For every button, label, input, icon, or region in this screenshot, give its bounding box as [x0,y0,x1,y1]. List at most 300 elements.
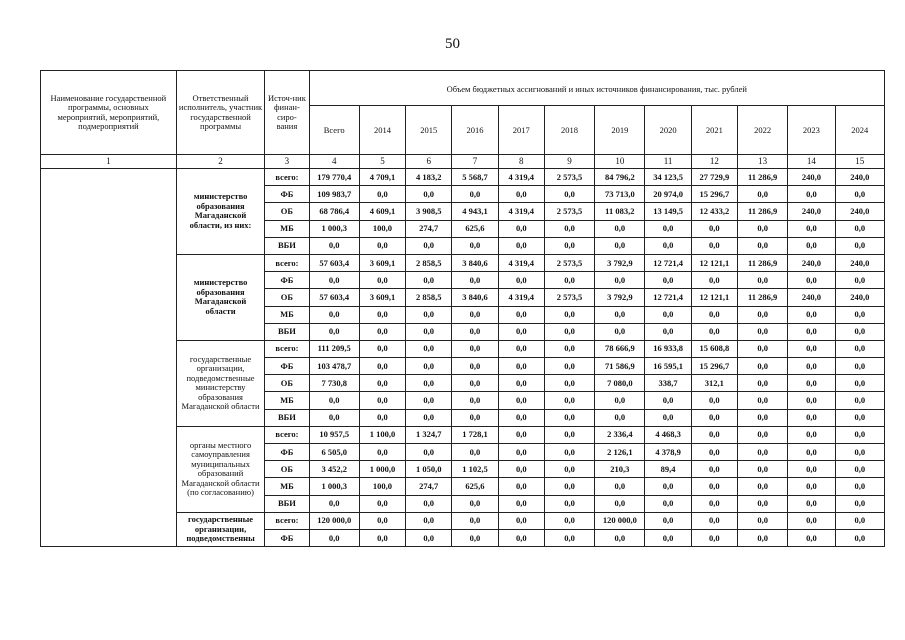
value-cell: 0,0 [835,426,884,443]
value-cell: 0,0 [737,495,787,512]
value-cell: 0,0 [309,306,359,323]
value-cell: 0,0 [737,220,787,237]
value-cell: 0,0 [309,409,359,426]
value-cell: 0,0 [406,444,452,461]
value-cell: 0,0 [359,340,405,357]
value-cell: 0,0 [498,444,544,461]
header-total: Всего [309,106,359,155]
value-cell: 0,0 [595,220,645,237]
value-cell: 240,0 [788,169,835,186]
column-number: 10 [595,155,645,169]
value-cell: 0,0 [645,306,691,323]
value-cell: 0,0 [544,272,594,289]
value-cell: 0,0 [645,392,691,409]
header-program-name: Наименование государственной программы, основных мероприятий, мероприятий, подмероприятий [41,71,177,155]
value-cell: 0,0 [691,461,737,478]
value-cell: 2 858,5 [406,289,452,306]
value-cell: 11 286,9 [737,254,787,271]
value-cell: 0,0 [645,220,691,237]
value-cell: 2 573,5 [544,203,594,220]
funding-source-cell: всего: [265,512,309,529]
funding-source-cell: ВБИ [265,495,309,512]
value-cell: 179 770,4 [309,169,359,186]
value-cell: 3 840,6 [452,289,498,306]
responsible-cell: министерство образования Магаданской области [176,254,265,340]
value-cell: 0,0 [788,358,835,375]
value-cell: 100,0 [359,220,405,237]
value-cell: 1 000,0 [359,461,405,478]
value-cell: 0,0 [498,409,544,426]
value-cell: 12 121,1 [691,289,737,306]
value-cell: 3 609,1 [359,254,405,271]
header-year: 2018 [544,106,594,155]
value-cell: 3 452,2 [309,461,359,478]
value-cell: 4 183,2 [406,169,452,186]
value-cell: 0,0 [835,409,884,426]
value-cell: 15 296,7 [691,358,737,375]
value-cell: 34 123,5 [645,169,691,186]
value-cell: 27 729,9 [691,169,737,186]
value-cell: 0,0 [498,529,544,546]
value-cell: 0,0 [737,375,787,392]
value-cell: 0,0 [452,358,498,375]
value-cell: 0,0 [691,495,737,512]
value-cell: 0,0 [309,237,359,254]
header-year: 2020 [645,106,691,155]
column-number: 5 [359,155,405,169]
value-cell: 4 319,4 [498,203,544,220]
value-cell: 0,0 [452,529,498,546]
value-cell: 5 568,7 [452,169,498,186]
value-cell: 0,0 [359,392,405,409]
value-cell: 0,0 [737,444,787,461]
value-cell: 0,0 [544,306,594,323]
value-cell: 0,0 [645,512,691,529]
value-cell: 625,6 [452,220,498,237]
value-cell: 0,0 [406,323,452,340]
column-number: 4 [309,155,359,169]
value-cell: 2 573,5 [544,289,594,306]
value-cell: 57 603,4 [309,254,359,271]
funding-source-cell: ОБ [265,375,309,392]
value-cell: 0,0 [788,375,835,392]
value-cell: 0,0 [595,495,645,512]
program-name-cell [41,169,177,547]
header-responsible: Ответственный исполнитель, участник государственной программы [176,71,265,155]
value-cell: 6 505,0 [309,444,359,461]
value-cell: 240,0 [835,203,884,220]
value-cell: 0,0 [544,426,594,443]
value-cell: 240,0 [835,169,884,186]
value-cell: 0,0 [737,478,787,495]
funding-source-cell: МБ [265,306,309,323]
value-cell: 0,0 [788,512,835,529]
value-cell: 0,0 [359,529,405,546]
value-cell: 0,0 [737,323,787,340]
value-cell: 7 080,0 [595,375,645,392]
responsible-cell: министерство образования Магаданской области, из них: [176,169,265,255]
value-cell: 240,0 [788,254,835,271]
value-cell: 0,0 [595,392,645,409]
value-cell: 12 721,4 [645,289,691,306]
value-cell: 0,0 [498,323,544,340]
value-cell: 0,0 [691,409,737,426]
header-year: 2015 [406,106,452,155]
value-cell: 0,0 [498,272,544,289]
value-cell: 0,0 [544,220,594,237]
value-cell: 73 713,0 [595,186,645,203]
value-cell: 0,0 [452,340,498,357]
value-cell: 0,0 [691,529,737,546]
value-cell: 0,0 [691,272,737,289]
value-cell: 0,0 [544,409,594,426]
value-cell: 0,0 [691,392,737,409]
value-cell: 0,0 [406,237,452,254]
value-cell: 0,0 [498,340,544,357]
value-cell: 0,0 [788,444,835,461]
value-cell: 0,0 [452,512,498,529]
value-cell: 0,0 [788,323,835,340]
value-cell: 0,0 [498,358,544,375]
value-cell: 0,0 [406,529,452,546]
funding-source-cell: всего: [265,254,309,271]
value-cell: 3 792,9 [595,254,645,271]
value-cell: 0,0 [788,392,835,409]
value-cell: 0,0 [544,237,594,254]
funding-source-cell: всего: [265,169,309,186]
value-cell: 0,0 [835,375,884,392]
value-cell: 0,0 [498,306,544,323]
value-cell: 240,0 [835,289,884,306]
column-number: 14 [788,155,835,169]
value-cell: 12 433,2 [691,203,737,220]
funding-source-cell: ОБ [265,461,309,478]
value-cell: 11 083,2 [595,203,645,220]
value-cell: 1 728,1 [452,426,498,443]
value-cell: 0,0 [691,426,737,443]
value-cell: 4 709,1 [359,169,405,186]
value-cell: 13 149,5 [645,203,691,220]
table-row [41,169,885,186]
funding-source-cell: ФБ [265,272,309,289]
value-cell: 0,0 [835,340,884,357]
value-cell: 0,0 [835,220,884,237]
value-cell: 0,0 [835,495,884,512]
column-number: 2 [176,155,265,169]
value-cell: 274,7 [406,478,452,495]
value-cell: 0,0 [498,237,544,254]
value-cell: 0,0 [645,323,691,340]
value-cell: 4 378,9 [645,444,691,461]
funding-source-cell: ФБ [265,529,309,546]
value-cell: 1 000,3 [309,220,359,237]
value-cell: 0,0 [788,237,835,254]
value-cell: 0,0 [309,529,359,546]
value-cell: 0,0 [788,529,835,546]
value-cell: 0,0 [452,495,498,512]
column-number: 12 [691,155,737,169]
column-number: 7 [452,155,498,169]
funding-source-cell: ОБ [265,289,309,306]
value-cell: 16 933,8 [645,340,691,357]
value-cell: 120 000,0 [309,512,359,529]
value-cell: 0,0 [788,220,835,237]
value-cell: 0,0 [737,461,787,478]
value-cell: 0,0 [359,358,405,375]
value-cell: 7 730,8 [309,375,359,392]
value-cell: 3 908,5 [406,203,452,220]
value-cell: 0,0 [406,409,452,426]
value-cell: 0,0 [835,186,884,203]
value-cell: 4 319,4 [498,289,544,306]
funding-source-cell: МБ [265,220,309,237]
value-cell: 0,0 [452,306,498,323]
value-cell: 0,0 [691,512,737,529]
value-cell: 0,0 [737,237,787,254]
value-cell: 0,0 [452,186,498,203]
value-cell: 57 603,4 [309,289,359,306]
budget-table-container [40,70,885,547]
value-cell: 0,0 [835,358,884,375]
value-cell: 0,0 [452,409,498,426]
value-cell: 0,0 [309,392,359,409]
value-cell: 0,0 [595,529,645,546]
funding-source-cell: ФБ [265,186,309,203]
value-cell: 11 286,9 [737,289,787,306]
value-cell: 0,0 [544,186,594,203]
value-cell: 84 796,2 [595,169,645,186]
value-cell: 0,0 [835,512,884,529]
value-cell: 100,0 [359,478,405,495]
value-cell: 0,0 [645,237,691,254]
value-cell: 625,6 [452,478,498,495]
value-cell: 0,0 [452,375,498,392]
column-number: 6 [406,155,452,169]
value-cell: 0,0 [452,444,498,461]
value-cell: 0,0 [645,409,691,426]
header-year: 2024 [835,106,884,155]
value-cell: 68 786,4 [309,203,359,220]
value-cell: 0,0 [691,478,737,495]
value-cell: 4 319,4 [498,169,544,186]
funding-source-cell: всего: [265,340,309,357]
value-cell: 0,0 [452,392,498,409]
value-cell: 0,0 [737,272,787,289]
value-cell: 0,0 [788,478,835,495]
value-cell: 12 721,4 [645,254,691,271]
value-cell: 0,0 [645,529,691,546]
funding-source-cell: ВБИ [265,237,309,254]
value-cell: 0,0 [595,478,645,495]
value-cell: 0,0 [737,426,787,443]
value-cell: 0,0 [544,340,594,357]
value-cell: 274,7 [406,220,452,237]
header-year: 2014 [359,106,405,155]
header-year: 2017 [498,106,544,155]
value-cell: 0,0 [406,272,452,289]
responsible-cell: государственные организации, подведомственны [176,512,265,546]
value-cell: 0,0 [544,444,594,461]
value-cell: 0,0 [835,529,884,546]
value-cell: 2 858,5 [406,254,452,271]
value-cell: 240,0 [788,289,835,306]
value-cell: 78 666,9 [595,340,645,357]
value-cell: 0,0 [452,272,498,289]
value-cell: 0,0 [406,375,452,392]
value-cell: 0,0 [406,306,452,323]
value-cell: 0,0 [359,272,405,289]
value-cell: 15 296,7 [691,186,737,203]
value-cell: 11 286,9 [737,169,787,186]
value-cell: 0,0 [691,237,737,254]
value-cell: 4 468,3 [645,426,691,443]
value-cell: 0,0 [544,461,594,478]
value-cell: 0,0 [595,237,645,254]
value-cell: 0,0 [406,186,452,203]
budget-table [40,70,885,547]
value-cell: 0,0 [595,323,645,340]
value-cell: 109 983,7 [309,186,359,203]
value-cell: 2 573,5 [544,169,594,186]
value-cell: 0,0 [452,323,498,340]
page-number: 50 [445,36,460,52]
value-cell: 0,0 [835,392,884,409]
header-year: 2019 [595,106,645,155]
value-cell: 0,0 [544,323,594,340]
column-number: 13 [737,155,787,169]
value-cell: 103 478,7 [309,358,359,375]
value-cell: 0,0 [544,495,594,512]
value-cell: 0,0 [691,323,737,340]
value-cell: 0,0 [498,186,544,203]
value-cell: 0,0 [788,272,835,289]
value-cell: 0,0 [359,495,405,512]
value-cell: 0,0 [498,512,544,529]
value-cell: 0,0 [309,323,359,340]
value-cell: 0,0 [406,392,452,409]
value-cell: 0,0 [359,409,405,426]
header-year: 2016 [452,106,498,155]
value-cell: 16 595,1 [645,358,691,375]
value-cell: 0,0 [544,375,594,392]
value-cell: 0,0 [788,409,835,426]
value-cell: 0,0 [309,495,359,512]
value-cell: 0,0 [737,186,787,203]
value-cell: 0,0 [544,358,594,375]
value-cell: 0,0 [498,426,544,443]
value-cell: 0,0 [359,186,405,203]
value-cell: 1 100,0 [359,426,405,443]
value-cell: 0,0 [498,392,544,409]
value-cell: 0,0 [788,340,835,357]
value-cell: 0,0 [359,512,405,529]
value-cell: 0,0 [452,237,498,254]
value-cell: 0,0 [788,426,835,443]
funding-source-cell: ВБИ [265,323,309,340]
value-cell: 0,0 [645,272,691,289]
value-cell: 0,0 [498,495,544,512]
value-cell: 0,0 [406,512,452,529]
value-cell: 0,0 [406,495,452,512]
value-cell: 0,0 [359,237,405,254]
value-cell: 2 573,5 [544,254,594,271]
value-cell: 0,0 [737,306,787,323]
value-cell: 0,0 [691,444,737,461]
value-cell: 15 608,8 [691,340,737,357]
funding-source-cell: ВБИ [265,409,309,426]
funding-source-cell: МБ [265,392,309,409]
value-cell: 338,7 [645,375,691,392]
column-number: 11 [645,155,691,169]
funding-source-cell: МБ [265,478,309,495]
value-cell: 12 121,1 [691,254,737,271]
value-cell: 0,0 [835,478,884,495]
value-cell: 0,0 [835,323,884,340]
value-cell: 0,0 [544,478,594,495]
value-cell: 0,0 [835,444,884,461]
value-cell: 0,0 [498,375,544,392]
column-number: 9 [544,155,594,169]
value-cell: 2 336,4 [595,426,645,443]
column-number: 3 [265,155,309,169]
value-cell: 0,0 [498,478,544,495]
value-cell: 0,0 [835,272,884,289]
value-cell: 0,0 [406,340,452,357]
value-cell: 0,0 [645,495,691,512]
value-cell: 0,0 [737,512,787,529]
value-cell: 0,0 [737,529,787,546]
value-cell: 20 974,0 [645,186,691,203]
value-cell: 111 209,5 [309,340,359,357]
value-cell: 0,0 [737,392,787,409]
value-cell: 0,0 [645,478,691,495]
value-cell: 11 286,9 [737,203,787,220]
value-cell: 2 126,1 [595,444,645,461]
value-cell: 240,0 [788,203,835,220]
value-cell: 0,0 [737,409,787,426]
value-cell: 0,0 [595,306,645,323]
value-cell: 1 000,3 [309,478,359,495]
value-cell: 0,0 [835,461,884,478]
value-cell: 0,0 [498,220,544,237]
value-cell: 120 000,0 [595,512,645,529]
value-cell: 4 319,4 [498,254,544,271]
value-cell: 0,0 [359,323,405,340]
value-cell: 4 609,1 [359,203,405,220]
value-cell: 312,1 [691,375,737,392]
value-cell: 0,0 [498,461,544,478]
value-cell: 0,0 [595,272,645,289]
responsible-cell: органы местного самоуправления муниципальных образований Магаданской области (по согласованию) [176,426,265,512]
value-cell: 0,0 [788,495,835,512]
value-cell: 0,0 [595,409,645,426]
value-cell: 3 840,6 [452,254,498,271]
column-number: 8 [498,155,544,169]
funding-source-cell: ФБ [265,358,309,375]
value-cell: 0,0 [788,461,835,478]
column-number: 1 [41,155,177,169]
value-cell: 3 609,1 [359,289,405,306]
value-cell: 4 943,1 [452,203,498,220]
header-funding-source: Источ-ник финан-сиро-вания [265,71,309,155]
value-cell: 0,0 [737,358,787,375]
value-cell: 0,0 [544,392,594,409]
value-cell: 210,3 [595,461,645,478]
value-cell: 0,0 [544,529,594,546]
header-year: 2023 [788,106,835,155]
value-cell: 0,0 [359,444,405,461]
value-cell: 240,0 [835,254,884,271]
